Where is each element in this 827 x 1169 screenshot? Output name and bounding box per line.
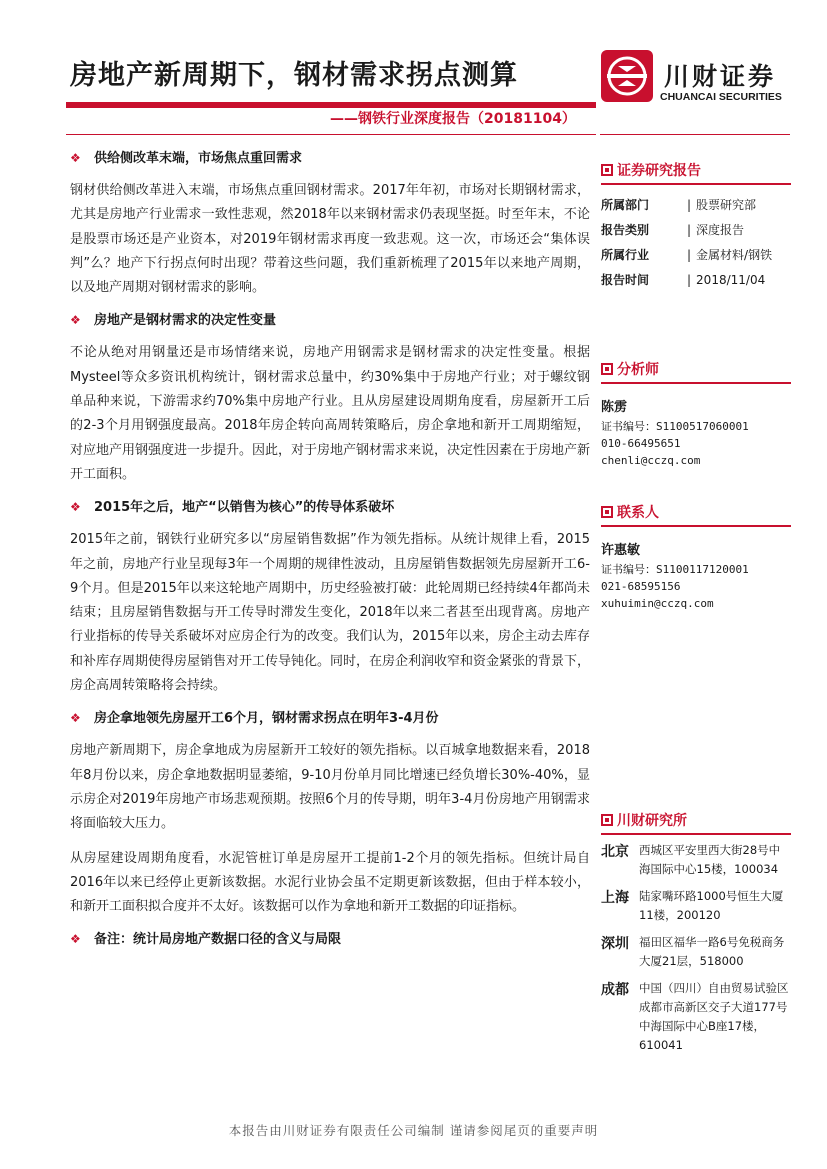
office-shenzhen: 深圳 福田区福华一路6号免税商务大厦21层，518000 xyxy=(601,935,785,968)
office-chengdu: 成都 中国（四川）自由贸易试验区成都市高新区交子大道177号中海国际中心B座17楼，610041 xyxy=(601,981,789,1052)
title-divider xyxy=(66,134,596,135)
section-heading: ❖ 备注：统计局房地产数据口径的含义与局限 xyxy=(70,927,590,952)
analyst-email[interactable]: chenli@cczq.com xyxy=(601,454,701,467)
contact-phone: 021-68595156 xyxy=(601,580,681,593)
diamond-bullet-icon: ❖ xyxy=(70,313,81,328)
institute-heading: 川财研究所 xyxy=(601,810,791,830)
square-bullet-icon xyxy=(601,506,613,518)
analyst-phone: 010-66495651 xyxy=(601,437,681,450)
analyst-heading: 分析师 xyxy=(601,359,791,379)
chuancai-logo-icon xyxy=(601,50,653,102)
report-info-panel xyxy=(601,160,791,293)
section-3 xyxy=(70,495,590,698)
section-heading: ❖ 2015年之后，地产“以销售为核心”的传导体系破坏 xyxy=(70,495,590,520)
diamond-bullet-icon: ❖ xyxy=(70,500,81,515)
analyst-panel xyxy=(601,359,791,469)
section-paragraph: 从房屋建设周期角度看，水泥管桩订单是房屋开工提前1-2个月的领先指标。但统计局自2016年以来已经停止更新该数据。水泥行业协会虽不定期更新该数据，但由于样本较小，和新开工面积拟合度并不太好。该数据可以作为拿地和新开工数据的印证指标。 xyxy=(70,850,590,915)
contact-email[interactable]: xuhuimin@cczq.com xyxy=(601,597,714,610)
section-5 xyxy=(70,927,590,952)
info-row-category: 报告类别 | 深度报告 xyxy=(601,218,791,243)
main-content xyxy=(70,146,590,952)
analyst-name: 陈雳 xyxy=(601,400,628,415)
section-heading: ❖ 供给侧改革末端，市场焦点重回需求 xyxy=(70,146,590,171)
info-row-department: 所属部门 | 股票研究部 xyxy=(601,193,791,218)
report-info-heading: 证券研究报告 xyxy=(601,160,791,180)
report-subtitle: ——钢铁行业深度报告（20181104） xyxy=(330,111,576,127)
section-2 xyxy=(70,308,590,487)
contact-heading: 联系人 xyxy=(601,502,791,522)
section-paragraph: 2015年之前，钢铁行业研究多以“房屋销售数据”作为领先指标。从统计规律上看，2015年之前，房地产行业呈现每3年一个周期的规律性波动，且房屋销售数据领先房屋新开工6-9个月。但是2015年以来这轮地产周期中，历史经验被打破：此轮周期已经持续4年都尚未结束；且房屋销售数据与开工传导时滞发生变化，2018年以来二者甚至出现背离。房地产行业指标的传导关系破坏对应房企行为的改变。我们认为，2015年以来，房企主动去库存和补库存周期使得房屋销售对开工传导钝化。同时，在房企利润收窄和资金紧张的背景下，房企高周转策略将会持续。 xyxy=(70,532,591,694)
office-beijing: 北京 西城区平安里西大街28号中海国际中心15楼，100034 xyxy=(601,843,781,876)
analyst-cert: 证书编号：S1100517060001 xyxy=(601,420,749,433)
square-bullet-icon xyxy=(601,814,613,826)
office-shanghai: 上海 陆家嘴环路1000号恒生大厦11楼，200120 xyxy=(601,889,784,922)
section-heading: ❖ 房企拿地领先房屋开工6个月，钢材需求拐点在明年3-4月份 xyxy=(70,706,590,731)
square-bullet-icon xyxy=(601,164,613,176)
contact-name: 许惠敏 xyxy=(601,543,641,558)
info-row-industry: 所属行业 | 金属材料/钢铁 xyxy=(601,243,791,268)
logo-text-en: CHUANCAI SECURITIES xyxy=(660,91,782,103)
logo-text-cn: 川财证券 xyxy=(664,62,777,91)
section-paragraph: 房地产新周期下，房企拿地成为房屋新开工较好的领先指标。以百城拿地数据来看，2018年8月份以来，房企拿地数据明显萎缩，9-10月份单月同比增速已经负增长30%-40%，显示房企对2019年房地产市场悲观预期。按照6个月的传导期，明年3-4月份房地产用钢需求将面临较大压力。 xyxy=(70,743,590,832)
diamond-bullet-icon: ❖ xyxy=(70,151,81,165)
diamond-bullet-icon: ❖ xyxy=(70,932,81,947)
square-bullet-icon xyxy=(601,363,613,375)
section-paragraph: 不论从绝对用钢量还是市场情绪来说，房地产用钢需求是钢材需求的决定性变量。根据Mysteel等众多资讯机构统计，钢材需求总量中，约30%集中于房地产行业；对于螺纹钢单品种来说，下游需求约70%集中房地产行业。且从房屋建设周期角度看，房屋新开工后的2-3个月用钢强度最高。2018年房企转向高周转策略后，房企拿地和新开工周期缩短，对应地产用钢强度进一步提升。因此，对于房地产钢材需求来说，决定性因素在于房地产新开工面积。 xyxy=(70,345,591,482)
contact-cert: 证书编号：S1100117120001 xyxy=(601,563,749,576)
section-paragraph: 钢材供给侧改革进入末端，市场焦点重回钢材需求。2017年年初，市场对长期钢材需求，尤其是房地产行业需求一致性悲观，然2018年以来钢材需求仍表现坚挺。时至年末，不论是股票市场还是产业资本，对2019年钢材需求再度一致悲观。这一次，市场还会“集体误判”么？地产下行拐点何时出现？带着这些问题，我们重新梳理了2015年以来地产周期，以及地产周期对钢材需求的影响。 xyxy=(70,183,590,296)
page-footer: 本报告由川财证券有限责任公司编制 谨请参阅尾页的重要声明 xyxy=(228,1123,599,1138)
info-row-date: 报告时间 | 2018/11/04 xyxy=(601,268,791,293)
section-1 xyxy=(70,146,590,300)
diamond-bullet-icon: ❖ xyxy=(70,711,81,726)
contact-panel xyxy=(601,502,791,612)
section-4 xyxy=(70,706,590,919)
report-title: 房地产新周期下，钢材需求拐点测算 xyxy=(70,60,518,91)
logo-divider xyxy=(600,134,790,135)
section-heading: ❖ 房地产是钢材需求的决定性变量 xyxy=(70,308,590,333)
institute-panel xyxy=(601,810,791,1063)
